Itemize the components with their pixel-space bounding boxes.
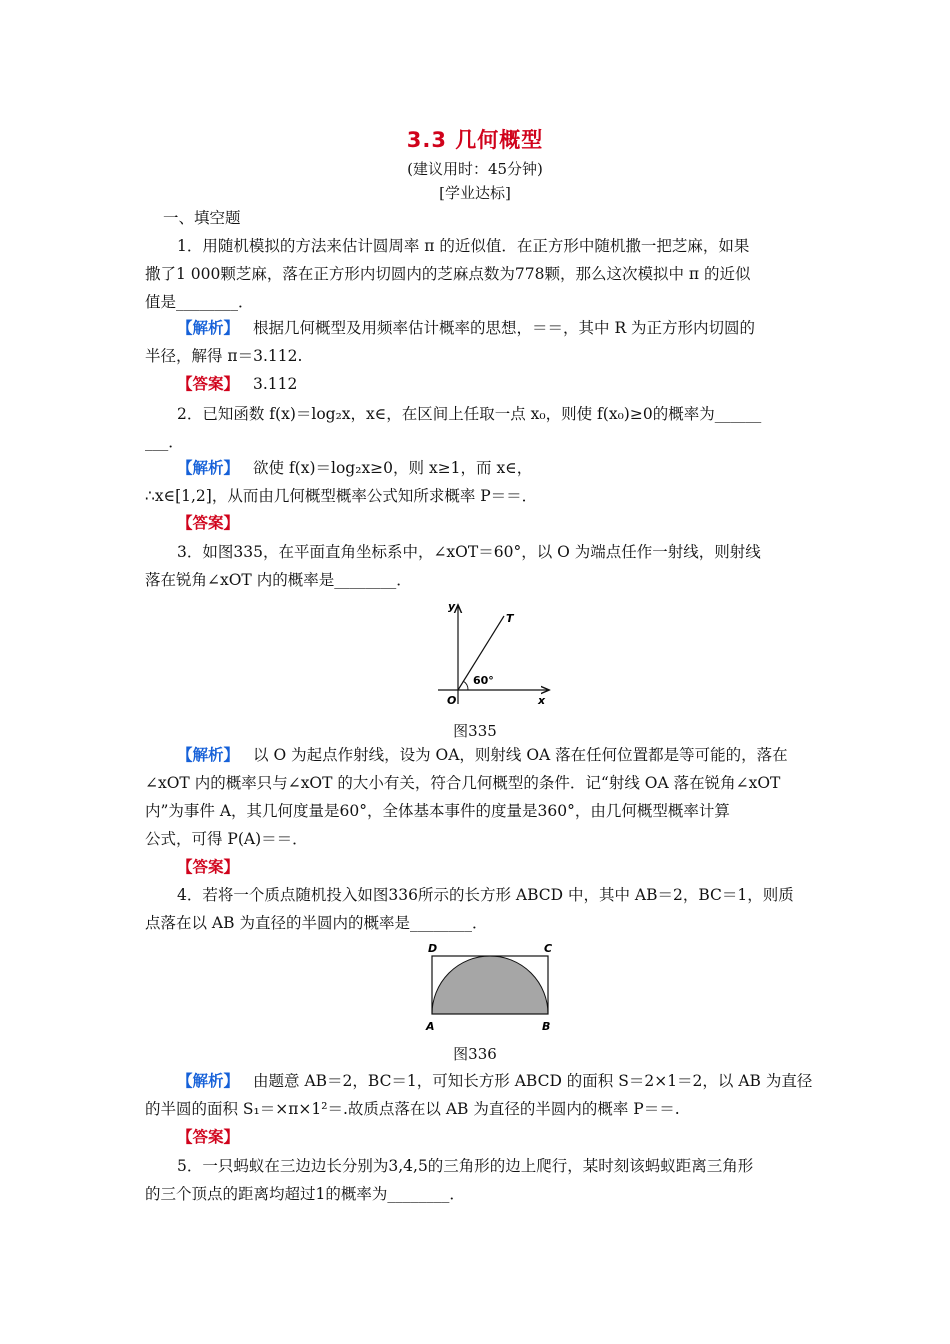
q2-line-1: 2．已知函数 f(x)＝log₂x，x∈，在区间上任取一点 x₀，则使 f(x₀)≥0的概率为______ [177,405,762,423]
q4-answer-row [177,1127,810,1147]
q4-analysis-line-2: 的半圆的面积 S₁＝×π×1²＝.故质点落在以 AB 为直径的半圆内的概率 P＝＝. [145,1100,680,1118]
label-a: A [426,1020,435,1033]
q1-line-2: 撒了1 000颗芝麻，落在正方形内切圆内的芝麻点数为778颗，那么这次模拟中 π 的近似 [145,265,751,283]
q3-analysis-line-4: 公式，可得 P(A)＝＝． [145,830,308,848]
q4-analysis-line-1: 由题意 AB＝2，BC＝1，可知长方形 ABCD 的面积 S＝2×1＝2，以 AB 为直径 [253,1072,813,1090]
q2-analysis-line-1: 欲使 f(x)＝log₂x≥0，则 x≥1，而 x∈， [253,459,533,477]
q4-analysis-row [177,1071,813,1091]
q1-analysis-line-2: 半径，解得 π＝3.112. [145,347,303,365]
q3-analysis-row [177,745,810,765]
semicircle-region [432,956,548,1014]
page-title: 3.3 几何概型 [406,128,544,152]
q5-line-1: 5．一只蚂蚁在三边边长分别为3,4,5的三角形的边上爬行，某时刻该蚂蚁距离三角形 [177,1157,754,1175]
time-hint: (建议用时：45分钟) [407,160,543,178]
q2-analysis-line-2: ∴x∈[1,2]，从而由几何概型概率公式知所求概率 P＝＝． [145,487,538,505]
answer-tag: 【答案】 [177,374,240,393]
answer-tag: 【答案】 [177,1127,240,1146]
analysis-tag: 【解析】 [177,1071,240,1090]
q1-line-1: 1．用随机模拟的方法来估计圆周率 π 的近似值．在正方形中随机撒一把芝麻，如果 [177,237,750,255]
label-t: T [506,612,514,625]
q2-analysis-row [177,458,810,478]
q3-answer-row [177,857,810,877]
answer-tag: 【答案】 [177,857,240,876]
answer-tag: 【答案】 [177,513,240,532]
label-y: y [448,600,456,613]
section-tag: [学业达标] [439,184,511,202]
q3-line-1: 3．如图335，在平面直角坐标系中，∠xOT＝60°，以 O 为端点任作一射线，则射线 [177,543,761,561]
angle-arc [463,681,468,690]
section-heading: 一、填空题 [163,209,241,227]
figure-336-caption: 图336 [453,1045,497,1063]
q1-analysis-row [177,318,810,338]
label-c: C [544,942,553,955]
q2-line-2: ___． [145,433,184,451]
q1-analysis-line-1: 根据几何概型及用频率估计概率的思想，＝＝，其中 R 为正方形内切圆的 [253,319,756,337]
figure-336 [420,938,560,1034]
label-o: O [447,694,457,707]
angle-label: 60° [473,674,494,687]
q3-line-2: 落在锐角∠xOT 内的概率是________． [145,571,412,589]
figure-335-caption: 图335 [453,722,497,740]
label-d: D [428,942,438,955]
q4-line-2: 点落在以 AB 为直径的半圆内的概率是________． [145,914,488,932]
q2-answer-row [177,513,810,533]
q3-analysis-line-3: 内”为事件 A，其几何度量是60°，全体基本事件的度量是360°，由几何概型概率计算 [145,802,730,820]
analysis-tag: 【解析】 [177,745,240,764]
label-b: B [542,1020,551,1033]
analysis-tag: 【解析】 [177,318,240,337]
q3-analysis-line-1: 以 O 为起点作射线，设为 OA，则射线 OA 落在任何位置都是等可能的，落在 [253,746,788,764]
q3-analysis-line-2: ∠xOT 内的概率只与∠xOT 的大小有关，符合几何概型的条件．记“射线 OA 落在锐角∠xOT [145,774,781,792]
label-x: x [538,694,546,707]
q4-line-1: 4．若将一个质点随机投入如图336所示的长方形 ABCD 中，其中 AB＝2，BC＝1，则质 [177,886,794,904]
q1-line-3: 值是________． [145,293,254,311]
q5-line-2: 的三个顶点的距离均超过1的概率为________． [145,1185,465,1203]
analysis-tag: 【解析】 [177,458,240,477]
q1-answer: 3.112 [253,375,298,393]
q1-answer-row [177,374,810,394]
figure-335 [430,596,560,712]
